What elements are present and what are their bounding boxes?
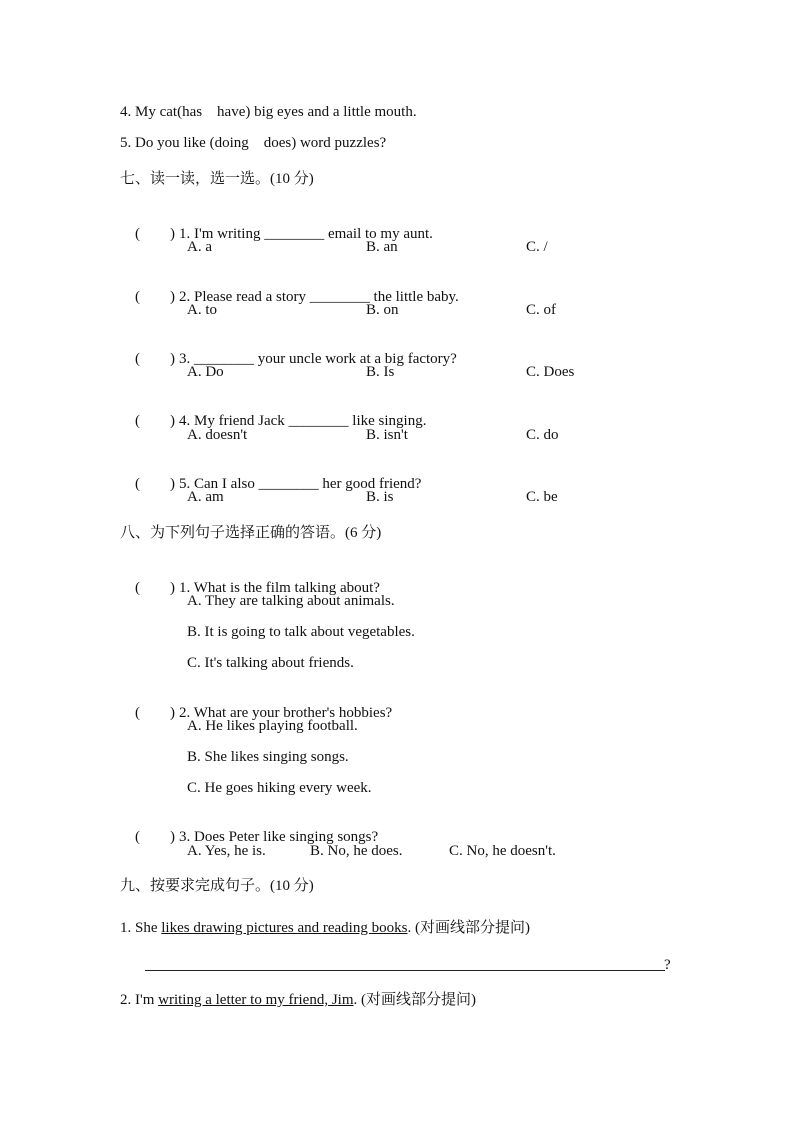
option-c: C. be — [526, 489, 558, 505]
question-stem: 1. What is the film talking about? — [179, 580, 380, 596]
option-b: B. is — [366, 489, 394, 505]
option-a: A. doesn't — [187, 427, 248, 443]
option-a: A. Yes, he is. — [187, 843, 266, 859]
option-c: C. of — [526, 302, 556, 318]
question-stem: 1. I'm writing ________ email to my aunt. — [179, 226, 433, 242]
option-a: A. am — [187, 489, 224, 505]
question-stem: 5. Can I also ________ her good friend? — [179, 476, 422, 492]
q2-underlined-phrase: writing a letter to my friend, Jim — [158, 992, 354, 1008]
q1-underlined-phrase: likes drawing pictures and reading books — [161, 920, 408, 936]
option-a: A. Do — [187, 364, 224, 380]
q2-prefix: 2. I'm — [120, 992, 159, 1008]
answer-blank[interactable]: ( ) — [135, 226, 175, 242]
sec9-q2 — [120, 991, 476, 1009]
answer-question-mark: ? — [664, 957, 671, 973]
answer-blank[interactable]: ( ) — [135, 580, 175, 596]
option-a: A. to — [187, 302, 217, 318]
answer-line[interactable] — [145, 970, 665, 971]
sec9-q1 — [120, 919, 530, 937]
answer-blank[interactable]: ( ) — [135, 829, 175, 845]
option-b: B. isn't — [366, 427, 408, 443]
option-b: B. It is going to talk about vegetables. — [187, 624, 415, 640]
sec6-q4: 4. My cat(has have) big eyes and a little mouth. — [120, 104, 417, 120]
option-c: C. He goes hiking every week. — [187, 780, 372, 796]
question-stem: 4. My friend Jack ________ like singing. — [179, 413, 427, 429]
sec8-heading: 八、为下列句子选择正确的答语。(6 分) — [120, 525, 382, 541]
option-b: B. on — [366, 302, 399, 318]
answer-blank[interactable]: ( ) — [135, 289, 175, 305]
answer-blank[interactable]: ( ) — [135, 413, 175, 429]
option-c: C. It's talking about friends. — [187, 655, 354, 671]
answer-blank[interactable]: ( ) — [135, 705, 175, 721]
answer-blank[interactable]: ( ) — [135, 476, 175, 492]
q1-instruction: . (对画线部分提问) — [407, 920, 530, 936]
question-stem: 2. What are your brother's hobbies? — [179, 705, 393, 721]
option-b: B. She likes singing songs. — [187, 749, 349, 765]
option-c: C. / — [526, 239, 548, 255]
sec7-q2 — [120, 270, 459, 324]
option-c: C. do — [526, 427, 559, 443]
option-a: A. a — [187, 239, 212, 255]
question-stem: 2. Please read a story ________ the little baby. — [179, 289, 459, 305]
option-c: C. No, he doesn't. — [449, 843, 556, 859]
sec7-heading: 七、读一读，选一选。(10 分) — [120, 171, 314, 187]
sec6-q5: 5. Do you like (doing does) word puzzles? — [120, 135, 387, 151]
question-stem: 3. Does Peter like singing songs? — [179, 829, 379, 845]
option-a: A. He likes playing football. — [187, 718, 358, 734]
sec7-q3 — [120, 332, 457, 386]
option-c: C. Does — [526, 364, 575, 380]
q2-instruction: . (对画线部分提问) — [353, 992, 476, 1008]
option-b: B. No, he does. — [310, 843, 403, 859]
sec9-heading: 九、按要求完成句子。(10 分) — [120, 878, 314, 894]
option-b: B. an — [366, 239, 398, 255]
option-b: B. Is — [366, 364, 395, 380]
option-a: A. They are talking about animals. — [187, 593, 395, 609]
answer-blank[interactable]: ( ) — [135, 351, 175, 367]
q1-prefix: 1. She — [120, 920, 162, 936]
question-stem: 3. ________ your uncle work at a big factory? — [179, 351, 457, 367]
